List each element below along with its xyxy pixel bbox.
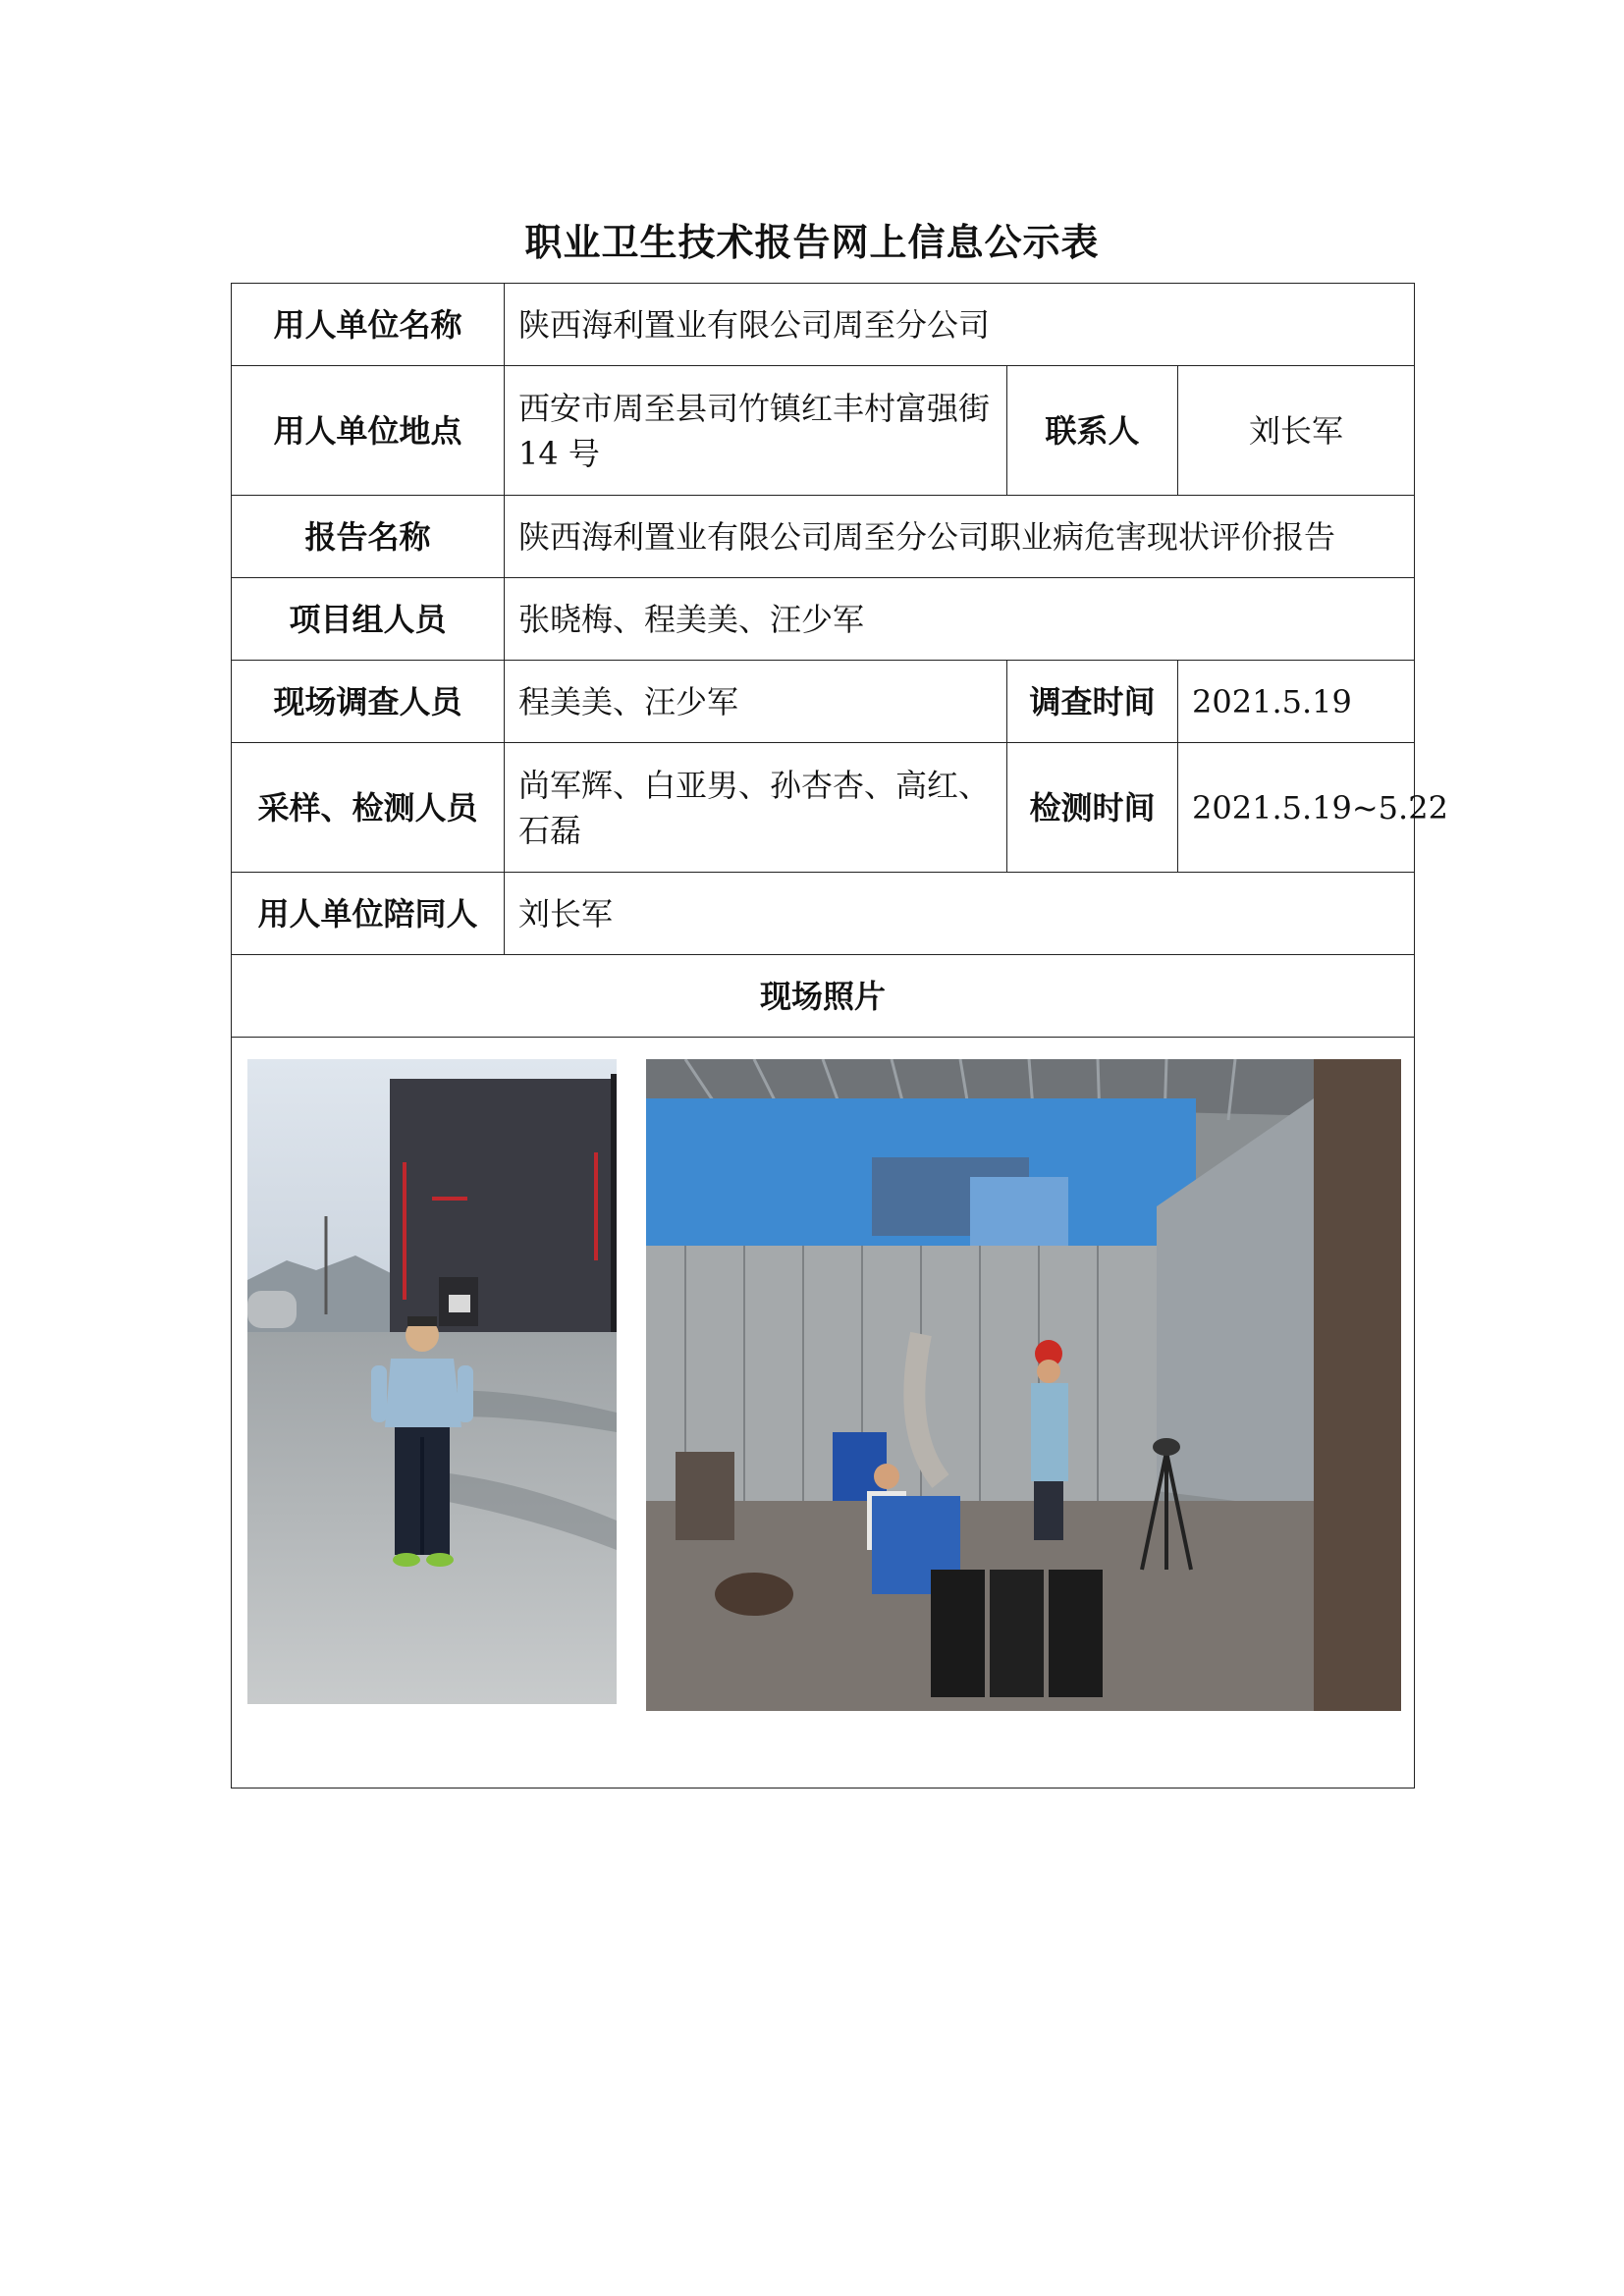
info-table <box>231 283 1448 1789</box>
employer-name-label: 用人单位名称 <box>232 284 505 366</box>
employer-name-value: 陕西海利置业有限公司周至分公司 <box>505 284 1415 366</box>
project-team-value: 张晓梅、程美美、汪少军 <box>505 578 1415 661</box>
contact-label: 联系人 <box>1007 366 1178 496</box>
employer-address-label: 用人单位地点 <box>232 366 505 496</box>
employer-address-value: 西安市周至县司竹镇红丰村富强街 14 号 <box>505 366 1007 496</box>
survey-time-value: 2021.5.19 <box>1178 661 1415 743</box>
project-team-label: 项目组人员 <box>232 578 505 661</box>
row-photos-header <box>232 955 1415 1038</box>
sampling-staff-value: 尚军辉、白亚男、孙杏杏、高红、石磊 <box>505 743 1007 873</box>
survey-staff-value: 程美美、汪少军 <box>505 661 1007 743</box>
row-employer-address <box>232 366 1415 496</box>
test-time-label: 检测时间 <box>1007 743 1178 873</box>
sampling-staff-label: 采样、检测人员 <box>232 743 505 873</box>
test-time-value: 2021.5.19~5.22 <box>1178 743 1415 873</box>
survey-staff-label: 现场调查人员 <box>232 661 505 743</box>
site-photo-building <box>247 1059 617 1704</box>
row-report-name <box>232 496 1415 578</box>
photos-section-header: 现场照片 <box>232 955 1415 1038</box>
contact-value: 刘长军 <box>1178 366 1415 496</box>
row-sampling <box>232 743 1415 873</box>
row-photos <box>232 1038 1415 1789</box>
report-name-value: 陕西海利置业有限公司周至分公司职业病危害现状评价报告 <box>505 496 1415 578</box>
row-project-team <box>232 578 1415 661</box>
report-name-label: 报告名称 <box>232 496 505 578</box>
row-escort <box>232 873 1415 955</box>
photos-cell <box>232 1038 1415 1789</box>
escort-value: 刘长军 <box>505 873 1415 955</box>
escort-label: 用人单位陪同人 <box>232 873 505 955</box>
row-employer-name <box>232 284 1415 366</box>
row-survey <box>232 661 1415 743</box>
page-title: 职业卫生技术报告网上信息公示表 <box>524 220 1100 264</box>
site-photo-workshop <box>646 1059 1401 1711</box>
survey-time-label: 调查时间 <box>1007 661 1178 743</box>
